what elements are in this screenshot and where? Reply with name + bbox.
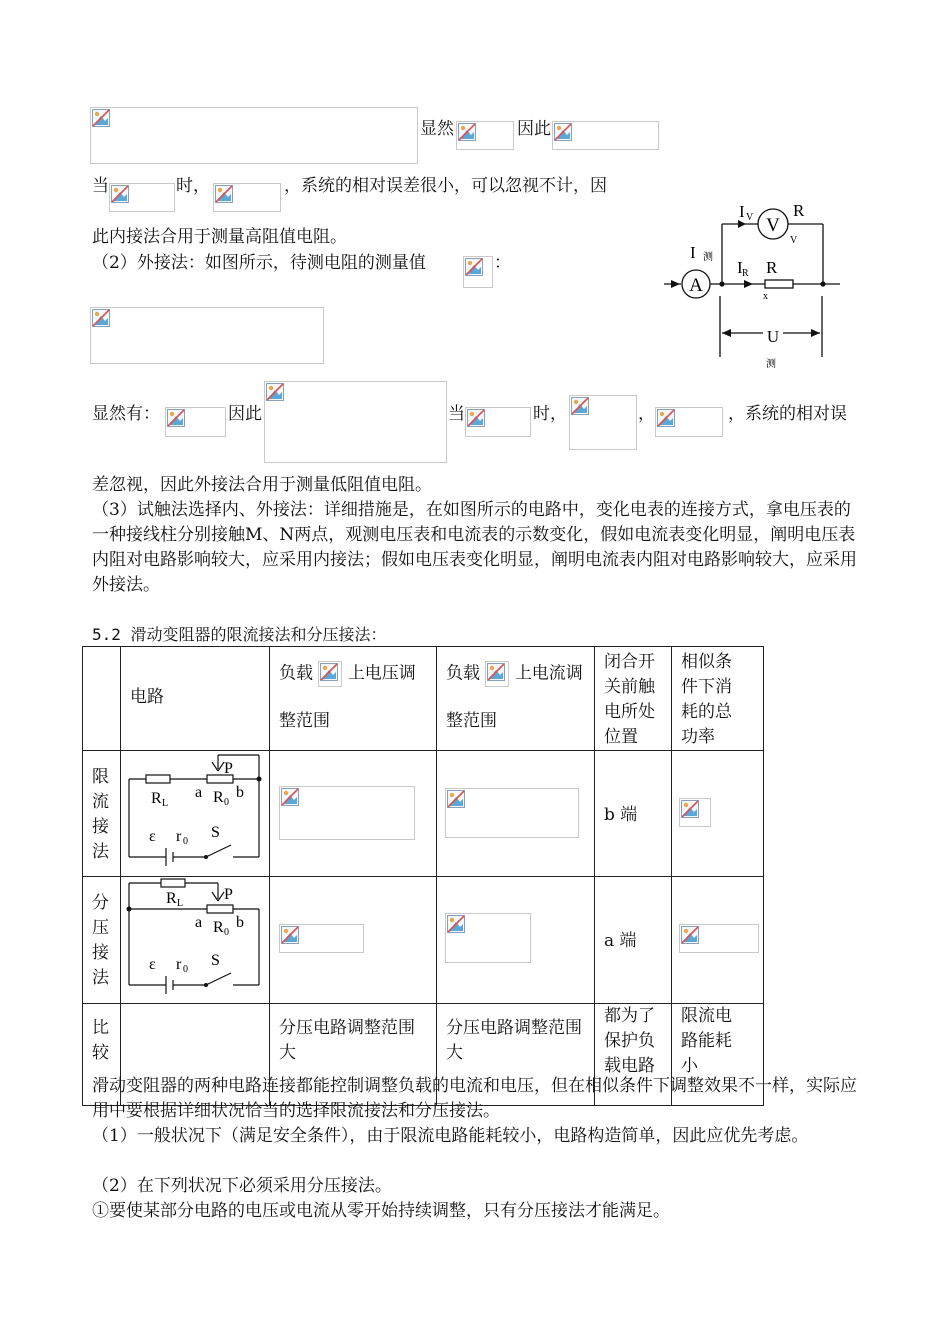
paragraph-summary: 滑动变阻器的两种电路连接都能控制调整负载的电流和电压，但在相似条件下调整效果不一样，实际应用中要根据详细状况恰当的选择限流接法和分压接法。 bbox=[92, 1076, 857, 1121]
broken-image-icon bbox=[447, 790, 465, 808]
label-r-internal: r bbox=[176, 956, 182, 973]
formula-image bbox=[213, 183, 281, 212]
label-r-internal-sub: 0 bbox=[183, 836, 188, 847]
label-s: S bbox=[211, 824, 220, 841]
label-eps: ε bbox=[149, 956, 156, 973]
label-a-end: a bbox=[195, 784, 203, 801]
compare-power: 限流电路能耗小 bbox=[681, 1006, 732, 1076]
label-p: P bbox=[224, 760, 233, 777]
label-rl-sub: L bbox=[177, 898, 184, 909]
text-comma: ， bbox=[638, 404, 655, 424]
formula-image bbox=[655, 407, 723, 437]
label-ir-sub: R bbox=[742, 268, 749, 279]
row-label-compare: 比较 bbox=[92, 1018, 109, 1063]
formula-image bbox=[318, 661, 342, 687]
broken-image-icon bbox=[467, 409, 485, 427]
broken-image-icon bbox=[571, 397, 589, 415]
paragraph-condition-1: ①要使某部分电路的电压或电流从零开始持续调整，只有分压接法才能满足。 bbox=[92, 1201, 670, 1221]
paragraph-trial-method: （3）试触法选择内、外接法：详细措施是，在如图所示的电路中，变化电表的连接方式，拿电压表的一种接线柱分别接触M、N两点，观测电压表和电流表的示数变化，假如电流表变化明显，阐明电压表内阻对电路影响较大，应采用内接法；假如电压表变化明显，阐明电流表内阻对电路影响较大，应采用外接法。 bbox=[92, 500, 857, 595]
broken-image-icon bbox=[320, 663, 338, 681]
header-switch: 闭合开关前触电所处位置 bbox=[604, 652, 655, 747]
text-shi2: 时， bbox=[533, 404, 567, 424]
label-rx: R bbox=[766, 258, 778, 277]
label-iv-sub: V bbox=[746, 212, 754, 223]
broken-image-icon bbox=[92, 309, 110, 327]
label-r0-sub: 0 bbox=[224, 797, 229, 808]
formula-image bbox=[264, 381, 447, 463]
label-s: S bbox=[211, 952, 220, 969]
label-rv-sub: V bbox=[790, 235, 798, 246]
formula-image bbox=[679, 924, 759, 953]
label-rv: R bbox=[793, 201, 805, 220]
broken-image-icon bbox=[215, 185, 233, 203]
broken-image-icon bbox=[458, 123, 476, 141]
formula-image bbox=[279, 786, 415, 840]
broken-image-icon bbox=[447, 915, 465, 933]
switch-position-divider: a 端 bbox=[604, 931, 637, 951]
row-label-limit: 限流接法 bbox=[92, 767, 109, 862]
label-eps: ε bbox=[149, 828, 156, 845]
text-line7: 差忽视，因此外接法合用于测量低阻值电阻。 bbox=[92, 475, 432, 495]
formula-image bbox=[569, 395, 637, 450]
broken-image-icon bbox=[487, 663, 505, 681]
broken-image-icon bbox=[554, 123, 572, 141]
formula-image bbox=[445, 788, 579, 838]
formula-image bbox=[679, 798, 711, 827]
text-dang: 当 bbox=[92, 176, 109, 196]
label-r-internal: r bbox=[176, 828, 182, 845]
text-xianran: 显然 bbox=[420, 119, 454, 139]
rheostat-comparison-table bbox=[82, 646, 764, 1106]
header-circuit: 电路 bbox=[130, 687, 164, 707]
label-u: U bbox=[766, 327, 780, 346]
limit-circuit-diagram bbox=[121, 751, 269, 875]
label-rl: R bbox=[166, 890, 177, 907]
switch-position-limit: b 端 bbox=[604, 805, 638, 825]
header-current-l2: 整范围 bbox=[446, 711, 497, 731]
formula-image bbox=[109, 183, 175, 212]
text-line3: 此内接法合用于测量高阻值电阻。 bbox=[92, 227, 347, 247]
formula-image bbox=[465, 407, 531, 437]
label-b-end: b bbox=[236, 784, 244, 801]
text-line4-tail: ： bbox=[494, 253, 511, 273]
broken-image-icon bbox=[681, 926, 699, 944]
broken-image-icon bbox=[465, 258, 483, 276]
label-r-internal-sub: 0 bbox=[183, 964, 188, 975]
broken-image-icon bbox=[266, 383, 284, 401]
label-r0-sub: 0 bbox=[224, 927, 229, 938]
label-i-ce: I bbox=[690, 243, 696, 262]
row-label-divider: 分压接法 bbox=[92, 893, 109, 988]
label-rx-sub: x bbox=[763, 291, 768, 302]
broken-image-icon bbox=[111, 185, 129, 203]
label-r0: R bbox=[213, 919, 224, 936]
text-line4: （2）外接法：如图所示，待测电阻的测量值 bbox=[92, 253, 426, 273]
text-dang2: 当 bbox=[448, 404, 465, 424]
label-iv: I bbox=[739, 202, 745, 221]
formula-image bbox=[463, 256, 493, 288]
divider-circuit-diagram bbox=[121, 877, 269, 1001]
formula-image bbox=[165, 407, 226, 437]
formula-image bbox=[90, 107, 418, 164]
broken-image-icon bbox=[167, 409, 185, 427]
label-r0: R bbox=[213, 789, 224, 806]
paragraph-divider-required: （2）在下列状况下必须采用分压接法。 bbox=[92, 1176, 392, 1196]
broken-image-icon bbox=[92, 109, 110, 127]
header-voltage-l2: 整范围 bbox=[279, 711, 330, 731]
formula-image bbox=[456, 121, 514, 150]
text-yinci2: 因此 bbox=[228, 404, 262, 424]
header-power: 相似条件下消耗的总功率 bbox=[681, 652, 732, 747]
paragraph-limit-preferred: （1）一般状况下（满足安全条件），由于限流电路能耗较小，电路构造简单，因此应优先考虑。 bbox=[92, 1126, 809, 1146]
text-line6-tail: ，系统的相对误 bbox=[728, 404, 847, 424]
text-xianran-you: 显然有： bbox=[92, 404, 160, 424]
broken-image-icon bbox=[281, 788, 299, 806]
compare-voltage: 分压电路调整范围大 bbox=[279, 1018, 415, 1063]
formula-image bbox=[552, 121, 659, 150]
label-i-ce-sub: 测 bbox=[703, 252, 713, 263]
section-title: 5.2 滑动变阻器的限流接法和分压接法： bbox=[92, 625, 387, 644]
label-u-sub: 测 bbox=[766, 359, 776, 370]
text-yinci: 因此 bbox=[517, 119, 551, 139]
compare-current: 分压电路调整范围大 bbox=[446, 1018, 582, 1063]
formula-image bbox=[90, 307, 324, 364]
label-a: A bbox=[689, 275, 703, 296]
label-rl: R bbox=[151, 790, 162, 807]
text-shi: 时， bbox=[176, 176, 210, 196]
formula-image bbox=[485, 661, 509, 687]
broken-image-icon bbox=[657, 409, 675, 427]
circuit-diagram-external bbox=[660, 200, 860, 375]
label-b-end: b bbox=[236, 914, 244, 931]
formula-image bbox=[279, 924, 364, 953]
formula-image bbox=[445, 913, 531, 963]
broken-image-icon bbox=[681, 800, 699, 818]
label-p: P bbox=[224, 886, 233, 903]
header-current-pre: 负载 bbox=[446, 663, 480, 684]
header-current-post: 上电流调 bbox=[514, 663, 583, 684]
label-rl-sub: L bbox=[162, 798, 169, 809]
header-voltage-post: 上电压调 bbox=[347, 663, 416, 684]
label-ir: I bbox=[737, 258, 743, 277]
broken-image-icon bbox=[281, 926, 299, 944]
text-line2-tail: ，系统的相对误差很小，可以忽视不计，因 bbox=[284, 176, 607, 196]
header-voltage-pre: 负载 bbox=[279, 663, 313, 684]
label-a-end: a bbox=[195, 914, 203, 931]
compare-switch: 都为了保护负载电路 bbox=[604, 1006, 655, 1076]
label-v: V bbox=[766, 215, 780, 236]
